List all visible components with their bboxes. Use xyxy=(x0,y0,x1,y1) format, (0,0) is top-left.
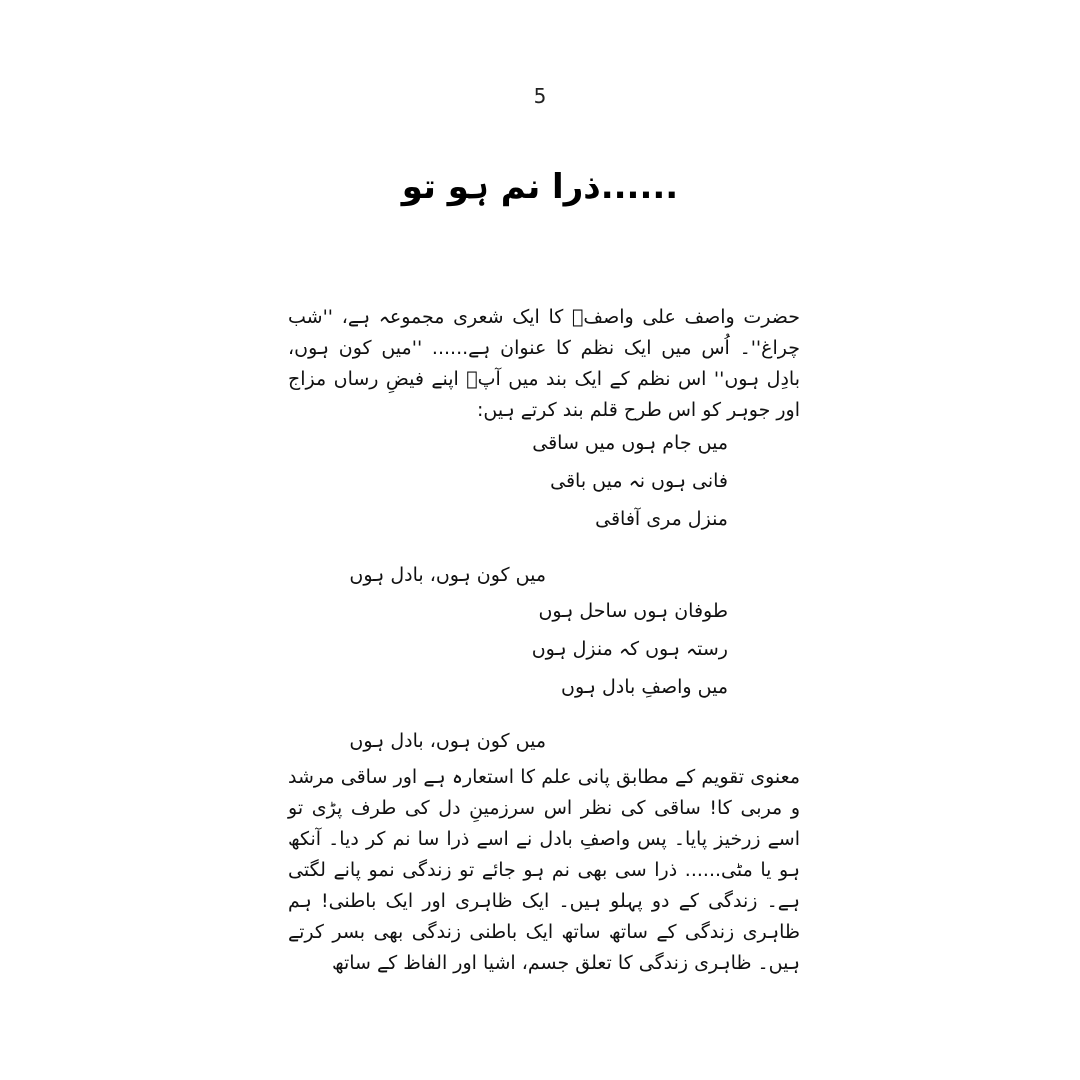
body-paragraph xyxy=(288,762,800,979)
page-number: 5 xyxy=(533,84,547,108)
poem-line: میں جام ہوں میں ساقی xyxy=(532,432,728,454)
poem-line: منزل مری آفاقی xyxy=(595,508,728,530)
intro-text: حضرت واصف علی واصفؒ کا ایک شعری مجموعہ ہے، ''شب چراغ''۔ اُس میں ایک نظم کا عنوان ہے...... ''میں کون ہوں، بادِل ہوں'' اس نظم کے ایک بند میں آپؒ اپنے فیضِ رساں مزاج اور جوہر کو اس طرح قلم بند کرتے ہیں: xyxy=(288,306,800,421)
poem-stanza-1 xyxy=(500,424,728,538)
poem-line: فانی ہوں نہ میں باقی xyxy=(550,470,728,492)
poem-refrain-2: میں کون ہوں، بادل ہوں xyxy=(349,730,546,752)
body-text: معنوی تقویم کے مطابق پانی علم کا استعارہ ہے اور ساقی مرشد و مربی کا! ساقی کی نظر اس سرزمینِ دل کی طرف پڑی تو اسے زرخیز پایا۔ پس واصفِ بادل نے اسے ذرا سا نم کر دیا۔ آنکھ ہو یا مٹی...... ذرا سی بھی نم ہو جائے تو زندگی نمو پانے لگتی ہے۔ زندگی کے دو پہلو ہیں۔ ایک ظاہری اور ایک باطنی! ہم ظاہری زندگی کے ساتھ ساتھ ایک باطنی زندگی بھی بسر کرتے ہیں۔ ظاہری زندگی کا تعلق جسم، اشیا اور الفاظ کے ساتھ xyxy=(288,766,800,974)
poem-refrain-1: میں کون ہوں، بادل ہوں xyxy=(349,564,546,586)
intro-paragraph xyxy=(288,302,800,426)
poem-stanza-2 xyxy=(500,592,728,706)
poem-line: میں واصفِ بادل ہوں xyxy=(561,676,728,698)
poem-line: طوفان ہوں ساحل ہوں xyxy=(538,600,728,622)
poem-line: رستہ ہوں کہ منزل ہوں xyxy=(531,638,728,660)
chapter-title: ذرا نم ہو تو...... xyxy=(401,167,679,207)
